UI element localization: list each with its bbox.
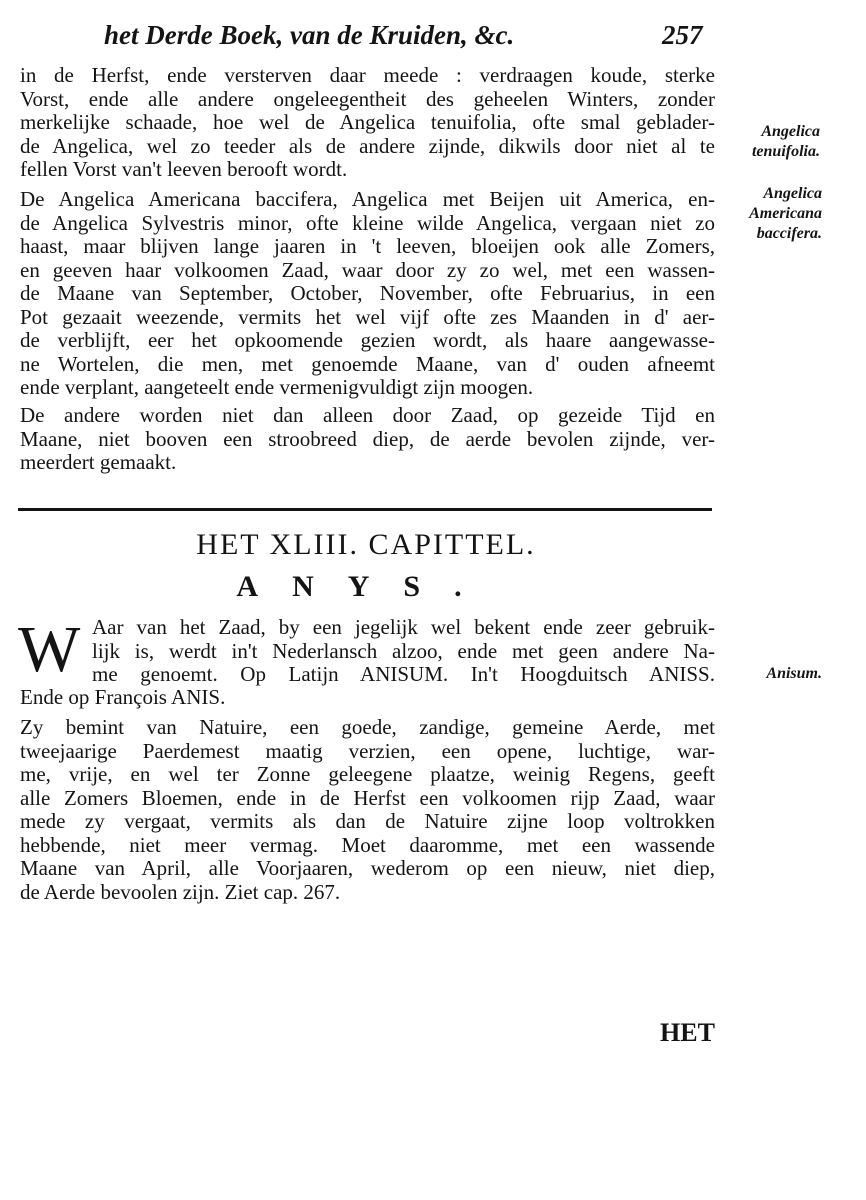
text-line: me, vrije, en wel ter Zonne geleegene plaatze, weinig Regens, geeft (20, 762, 715, 786)
text-line: meerdert gemaakt. (20, 450, 177, 474)
paragraph-5 (20, 716, 715, 904)
margin-note-angelica-tenuifolia (724, 122, 820, 162)
paragraph-4-end (20, 686, 715, 710)
text-line: me genoemt. Op Latijn ANISUM. In't Hoogduitsch ANISS. (92, 662, 715, 686)
text-line: ne Wortelen, die men, met genoemde Maane, van d' ouden afneemt (20, 351, 715, 376)
text-line: de Angelica Sylvestris minor, ofte kleine wilde Angelica, vergaan niet zo (20, 210, 715, 235)
margin-note-line: tenuifolia. (751, 143, 820, 160)
text-line: de Maane van September, October, November, ofte Februarius, in een (20, 281, 715, 305)
text-line: Maane, niet booven een stroobreed diep, de aerde bevolen zijnde, ver- (20, 426, 715, 451)
paragraph-2 (20, 188, 715, 400)
paragraph-3 (20, 404, 715, 475)
text-line: De andere worden niet dan alleen door Zaad, op gezeide Tijd en (20, 403, 715, 427)
text-line: Vorst, ende alle andere ongeleegentheit des geheelen Winters, zonder (20, 86, 715, 111)
text-line: de Angelica, wel zo teeder als de andere zijnde, dikwils door niet al te (20, 133, 715, 158)
chapter-title: ANYS. (236, 570, 496, 603)
text-line: hebbende, niet meer vermag. Moet daaromme, met een wassende (20, 832, 715, 857)
paragraph-4 (92, 616, 715, 687)
text-line: ende verplant, aangeteelt ende vermenigvuldigt zijn moogen. (20, 375, 534, 399)
text-line: tweejaarige Paerdemest maatig verzien, een opene, luchtige, war- (20, 738, 715, 763)
text-line: Ende op François ANIS. (20, 685, 226, 709)
text-line: Maane van April, alle Voorjaaren, wederom op een nieuw, niet diep, (20, 856, 715, 880)
text-line: Aar van het Zaad, by een jegelijk wel bekent ende zeer gebruik- (92, 615, 715, 639)
paragraph-1 (20, 64, 715, 182)
section-divider (18, 508, 712, 511)
page-number: 257 (662, 20, 703, 50)
text-line: De Angelica Americana baccifera, Angelica met Beijen uit America, en- (20, 187, 715, 211)
margin-note-line: Anisum. (766, 665, 822, 682)
running-title: het Derde Boek, van de Kruiden, &c. (104, 20, 515, 50)
margin-note-line: Angelica (763, 185, 822, 202)
chapter-heading: HET XLIII. CAPITTEL. (196, 528, 536, 561)
text-line: mede zy vergaat, vermits als dan de Natuire zijne loop voltrokken (20, 809, 715, 833)
drop-cap: W (18, 613, 81, 686)
text-line: in de Herfst, ende versterven daar meede : verdraagen koude, sterke (20, 63, 715, 87)
text-line: haast, maar blijven lange jaaren in 't leeven, bloeijen ook alle Zomers, (20, 234, 715, 258)
text-line: Zy bemint van Natuire, een goede, zandige, gemeine Aerde, met (20, 715, 715, 739)
text-line: alle Zomers Bloemen, ende in de Herfst een volkoomen rijp Zaad, waar (20, 785, 715, 810)
text-line: lijk is, werdt in't Nederlansch alzoo, ende met geen andere Na- (92, 638, 715, 663)
margin-note-line: baccifera. (756, 225, 822, 242)
margin-note-anisum (728, 664, 822, 684)
margin-note-line: Angelica (761, 123, 820, 140)
margin-note-angelica-americana (718, 184, 822, 244)
text-line: de verblijft, eer het opkoomende gezien wordt, als haare aangewasse- (20, 328, 715, 352)
text-line: en geeven haar volkoomen Zaad, waar door zy zo wel, met een wassen- (20, 257, 715, 282)
margin-note-line: Americana (749, 205, 822, 222)
catchword: HET (660, 1018, 715, 1047)
text-line: merkelijke schaade, hoe wel de Angelica tenuifolia, ofte smal geblader- (20, 110, 715, 134)
text-line: de Aerde bevoolen zijn. Ziet cap. 267. (20, 879, 341, 904)
text-line: Pot gezaait weezende, vermits het wel vijf ofte zes Maanden in d' aer- (20, 304, 715, 329)
text-line: fellen Vorst van't leeven berooft wordt. (20, 157, 348, 181)
